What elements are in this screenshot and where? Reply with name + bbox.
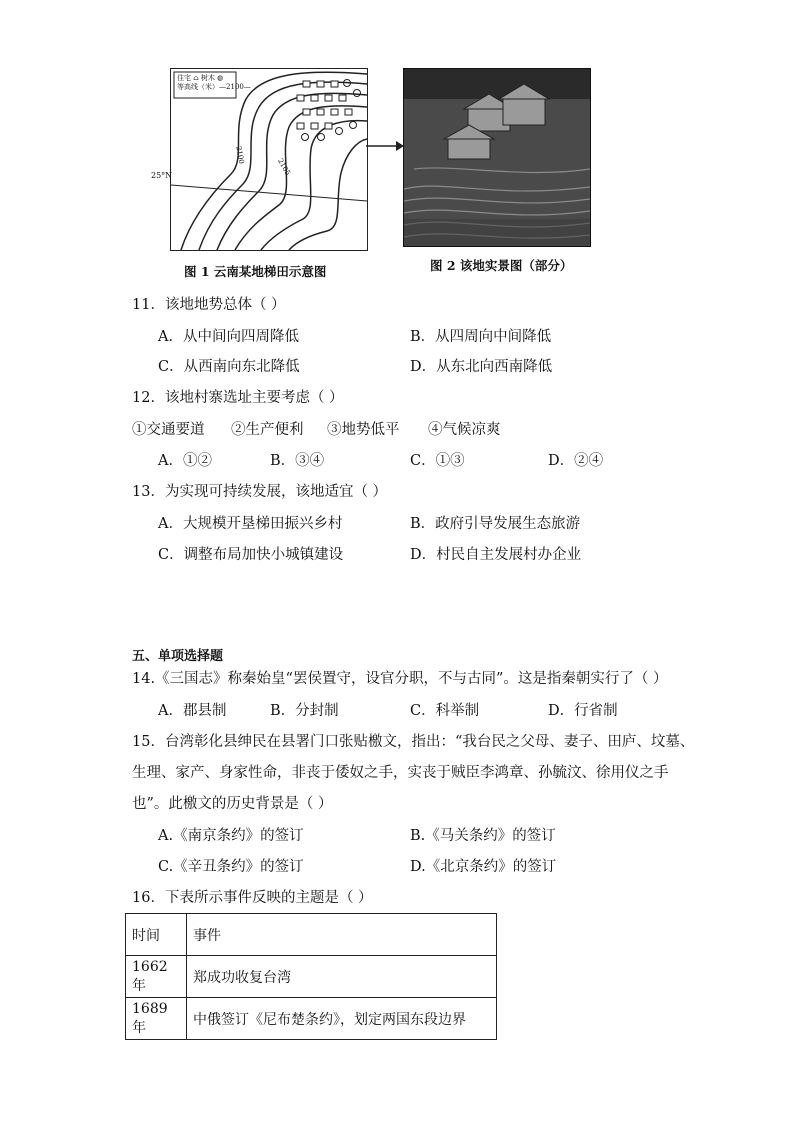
table-row: [126, 998, 497, 1040]
question-13-stem: 13．为实现可持续发展，该地适宜（ ）: [132, 484, 388, 500]
question-15-option-c[interactable]: C.《辛丑条约》的签订: [158, 859, 304, 875]
table-cell-event: 郑成功收复台湾: [187, 956, 497, 998]
legend-tree-label: 树木: [200, 74, 215, 82]
question-15-option-d[interactable]: D.《北京条约》的签订: [410, 859, 557, 875]
table-row: [126, 956, 497, 998]
terrace-photo-drawing: [404, 69, 590, 246]
figure-1-caption: 图 1 云南某地梯田示意图: [184, 264, 327, 279]
contour-label-2100: 2100: [234, 145, 246, 165]
question-16-stem: 16．下表所示事件反映的主题是（ ）: [132, 890, 373, 906]
question-13-option-a[interactable]: A．大规模开垦梯田振兴乡村: [158, 516, 343, 532]
table-cell-event: 中俄签订《尼布楚条约》，划定两国东段边界: [187, 998, 497, 1040]
question-12-item-2: ②生产便利: [231, 422, 304, 438]
legend-contour-label: 等高线（米）—2100—: [177, 83, 251, 91]
question-14-option-c[interactable]: C．科举制: [410, 703, 480, 719]
question-15-stem-line-3: 也”。此檄文的历史背景是（ ）: [132, 796, 333, 812]
question-11-stem: 11．该地地势总体（ ）: [132, 297, 286, 313]
question-14-option-b[interactable]: B．分封制: [270, 703, 339, 719]
table-header-time: 时间: [126, 914, 187, 956]
table-cell-time: 1689 年: [126, 998, 187, 1040]
question-12-item-4: ④气候凉爽: [428, 422, 501, 438]
question-15-option-b[interactable]: B.《马关条约》的签订: [410, 828, 556, 844]
table-header-row: [126, 914, 497, 956]
question-11-option-c[interactable]: C．从西南向东北降低: [158, 359, 300, 375]
question-12-option-d[interactable]: D．②④: [548, 453, 604, 469]
question-11-option-b[interactable]: B．从四周向中间降低: [410, 329, 552, 345]
table-header-event: 事件: [187, 914, 497, 956]
question-13-option-d[interactable]: D．村民自主发展村办企业: [410, 547, 582, 563]
contour-label-2105: 2105: [275, 157, 292, 177]
arrow-icon: [366, 140, 404, 152]
section-5-title: 五、单项选择题: [132, 649, 224, 664]
contour-map-drawing: [171, 69, 367, 250]
map-legend: [177, 74, 251, 92]
figure-2-caption: 图 2 该地实景图（部分）: [430, 258, 573, 273]
contour-lines: [171, 72, 367, 250]
question-13-option-c[interactable]: C．调整布局加快小城镇建设: [158, 547, 344, 563]
question-11-option-d[interactable]: D．从东北向西南降低: [410, 359, 553, 375]
latitude-label: 25°N: [151, 171, 173, 180]
question-13-option-b[interactable]: B．政府引导发展生态旅游: [410, 516, 581, 532]
question-12-option-a[interactable]: A．①②: [158, 453, 212, 469]
table-cell-time: 1662 年: [126, 956, 187, 998]
question-12-stem: 12．该地村寨选址主要考虑（ ）: [132, 390, 344, 406]
question-12-option-b[interactable]: B．③④: [270, 453, 325, 469]
question-12-option-c[interactable]: C．①③: [410, 453, 465, 469]
house-icon: ⌂: [193, 74, 199, 82]
question-14-option-a[interactable]: A．郡县制: [158, 703, 227, 719]
figure-1-contour-map: [151, 68, 368, 251]
events-table: [125, 913, 497, 1040]
tree-icon: ◍: [217, 74, 224, 82]
question-12-item-1: ①交通要道: [132, 422, 205, 438]
legend-house-label: 住宅: [177, 74, 191, 82]
question-14-stem: 14.《三国志》称秦始皇“罢侯置守，设官分职，不与古同”。这是指秦朝实行了（ ）: [132, 671, 668, 687]
question-15-stem-line-2: 生理、家产、身家性命，非丧于倭奴之手，实丧于贼臣李鸿章、孙毓汶、徐用仪之手: [132, 765, 669, 781]
question-15-option-a[interactable]: A.《南京条约》的签订: [158, 828, 304, 844]
question-12-item-3: ③地势低平: [327, 422, 400, 438]
question-11-option-a[interactable]: A．从中间向四周降低: [158, 329, 299, 345]
figure-2-photo: [403, 68, 591, 247]
question-14-option-d[interactable]: D．行省制: [548, 703, 618, 719]
question-15-stem-line-1: 15．台湾彰化县绅民在县署门口张贴檄文，指出：“我台民之父母、妻子、田庐、坟墓、: [132, 734, 695, 750]
